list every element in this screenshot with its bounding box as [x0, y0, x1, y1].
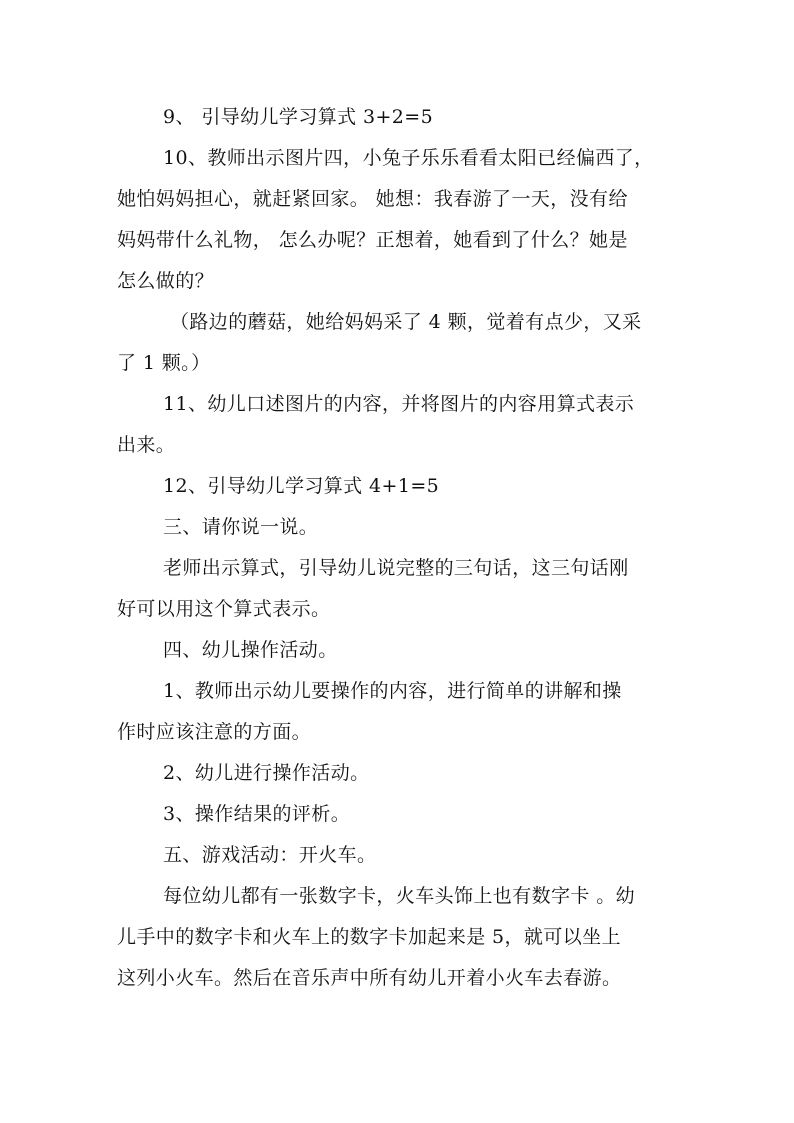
text-line: （路边的蘑菇，她给妈妈采了 4 颗，觉着有点少，又采: [170, 311, 642, 333]
text-line: 儿手中的数字卡和火车上的数字卡加起来是 5，就可以坐上: [117, 926, 621, 948]
text-line: 好可以用这个算式表示。: [117, 598, 331, 620]
text-line: 这列小火车。然后在音乐声中所有幼儿开着小火车去春游。: [117, 967, 622, 989]
text-line: 妈妈带什么礼物， 怎么办呢？正想着，她看到了什么？她是: [117, 229, 628, 251]
text-line: 11、幼儿口述图片的内容，并将图片的内容用算式表示: [163, 393, 635, 415]
text-line: 12、引导幼儿学习算式 4+1=5: [163, 475, 440, 497]
section-heading-4: [117, 630, 677, 671]
text-line: 出来。: [117, 434, 176, 456]
text-line: 她怕妈妈担心，就赶紧回家。 她想：我春游了一天，没有给: [117, 188, 628, 210]
text-line: 作时应该注意的方面。: [117, 721, 312, 743]
paragraph-operation-1: [117, 671, 677, 753]
section-heading-3: [117, 507, 677, 548]
text-line: 1、教师出示幼儿要操作的内容，进行简单的讲解和操: [163, 680, 622, 702]
paragraph-operation-2: [117, 753, 677, 794]
paragraph-train-game: [117, 876, 677, 999]
paragraph-step-9: [117, 97, 677, 138]
paragraph-step-12: [117, 466, 677, 507]
paragraph-operation-3: [117, 794, 677, 835]
paragraph-teacher-formula: [117, 548, 677, 630]
document-body: [117, 97, 677, 999]
text-line: 9、 引导幼儿学习算式 3+2=5: [163, 106, 434, 128]
text-line: 2、幼儿进行操作活动。: [163, 762, 370, 784]
text-line: 10、教师出示图片四，小兔子乐乐看看太阳已经偏西了，: [163, 147, 654, 169]
text-line: 老师出示算式，引导幼儿说完整的三句话，这三句话刚: [163, 557, 629, 579]
text-line: 怎么做的？: [117, 270, 215, 292]
paragraph-mushroom-note: [117, 302, 677, 384]
text-line: 五、游戏活动：开火车。: [163, 844, 377, 866]
text-line: 每位幼儿都有一张数字卡，火车头饰上也有数字卡 。幼: [163, 885, 636, 907]
paragraph-step-10: [117, 138, 677, 302]
section-heading-5: [117, 835, 677, 876]
paragraph-step-11: [117, 384, 677, 466]
text-line: 四、幼儿操作活动。: [163, 639, 338, 661]
text-line: 3、操作结果的评析。: [163, 803, 351, 825]
text-line: 三、请你说一说。: [163, 516, 319, 538]
text-line: 了 1 颗。）: [117, 352, 211, 374]
